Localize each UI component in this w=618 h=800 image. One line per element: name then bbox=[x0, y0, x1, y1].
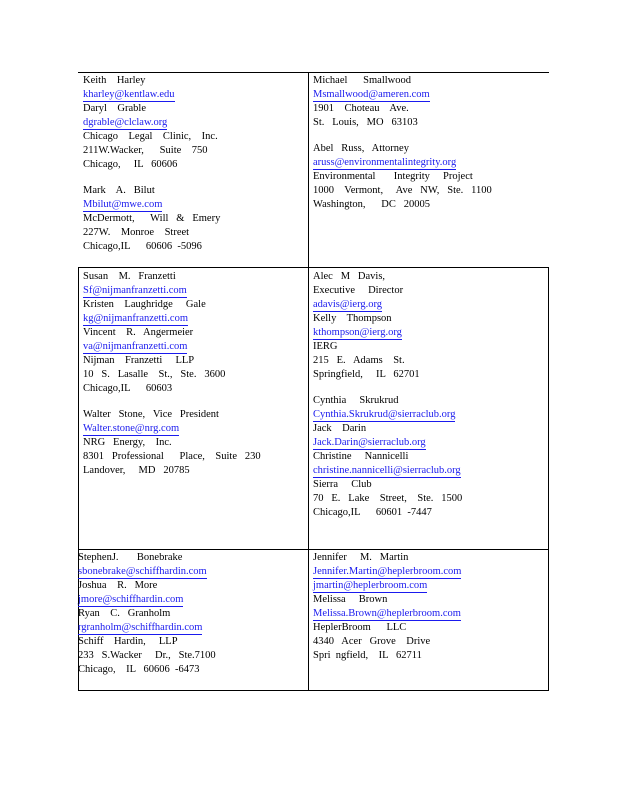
email-link[interactable]: Walter.stone@nrg.com bbox=[83, 423, 180, 434]
rule-top bbox=[78, 72, 549, 73]
text-row bbox=[313, 394, 462, 408]
text-row bbox=[83, 240, 220, 254]
contact-entry bbox=[313, 551, 461, 663]
contact-text: Chicago,IL 60601 -7447 bbox=[313, 507, 432, 518]
text-row bbox=[313, 198, 492, 212]
contact-text: Cynthia Skrukrud bbox=[313, 395, 399, 406]
entry-gap bbox=[83, 172, 220, 184]
text-row bbox=[313, 116, 492, 130]
contact-text: Alec M Davis, bbox=[313, 271, 386, 282]
email-link[interactable]: kg@nijmanfranzetti.com bbox=[83, 313, 189, 324]
contact-text: Daryl Grable bbox=[83, 103, 146, 114]
text-row bbox=[78, 663, 216, 677]
text-row bbox=[83, 464, 261, 478]
contact-text: Chicago,IL 60603 bbox=[83, 383, 173, 394]
contact-text: Mark A. Bilut bbox=[83, 185, 155, 196]
email-row bbox=[313, 607, 461, 621]
text-row bbox=[313, 340, 462, 354]
contact-text: Chicago, IL 60606 bbox=[83, 159, 178, 170]
entry-gap bbox=[313, 130, 492, 142]
text-row bbox=[313, 312, 462, 326]
email-link[interactable]: dgrable@clclaw.org bbox=[83, 117, 168, 128]
contact-entry bbox=[313, 394, 462, 520]
email-link[interactable]: Melissa.Brown@heplerbroom.com bbox=[313, 608, 461, 619]
contact-cell-schiff-hardin bbox=[78, 551, 216, 677]
email-link[interactable]: Jack.Darin@sierraclub.org bbox=[313, 437, 426, 448]
text-row bbox=[313, 649, 461, 663]
contact-text: 211W.Wacker, Suite 750 bbox=[83, 145, 208, 156]
contact-entry bbox=[83, 184, 220, 254]
contact-cell-heplerbroom bbox=[313, 551, 461, 663]
text-row bbox=[313, 142, 492, 156]
rule-row2-bottom bbox=[78, 549, 549, 550]
text-row bbox=[313, 354, 462, 368]
contact-text: Joshua R. More bbox=[78, 580, 158, 591]
email-link[interactable]: adavis@ierg.org bbox=[313, 299, 383, 310]
contact-text: Melissa Brown bbox=[313, 594, 388, 605]
text-row bbox=[83, 226, 220, 240]
contact-text: Washington, DC 20005 bbox=[313, 199, 430, 210]
email-row bbox=[78, 593, 216, 607]
contact-text: McDermott, Will & Emery bbox=[83, 213, 221, 224]
contact-text: Abel Russ, Attorney bbox=[313, 143, 409, 154]
text-row bbox=[83, 326, 261, 340]
text-row bbox=[83, 368, 261, 382]
text-row bbox=[83, 74, 220, 88]
contact-text: Susan M. Franzetti bbox=[83, 271, 176, 282]
contact-cell-ierg-sierra bbox=[313, 270, 462, 520]
contact-text: 233 S.Wacker Dr., Ste.7100 bbox=[78, 650, 216, 661]
text-row bbox=[83, 436, 261, 450]
text-row bbox=[83, 408, 261, 422]
email-row bbox=[313, 436, 462, 450]
email-row bbox=[83, 312, 261, 326]
contact-text: 8301 Professional Place, Suite 230 bbox=[83, 451, 261, 462]
contact-text: Michael Smallwood bbox=[313, 75, 411, 86]
email-link[interactable]: va@nijmanfranzetti.com bbox=[83, 341, 188, 352]
entry-gap bbox=[83, 396, 261, 408]
text-row bbox=[313, 170, 492, 184]
contact-text: 1000 Vermont, Ave NW, Ste. 1100 bbox=[313, 185, 492, 196]
text-row bbox=[313, 422, 462, 436]
text-row bbox=[313, 184, 492, 198]
text-row bbox=[313, 593, 461, 607]
contact-text: St. Louis, MO 63103 bbox=[313, 117, 418, 128]
contact-text: 227W. Monroe Street bbox=[83, 227, 190, 238]
email-row bbox=[83, 422, 261, 436]
contact-entry bbox=[313, 142, 492, 212]
email-row bbox=[313, 408, 462, 422]
email-row bbox=[313, 565, 461, 579]
contact-cell-franzetti-stone bbox=[83, 270, 261, 478]
text-row bbox=[83, 158, 220, 172]
text-row bbox=[83, 212, 220, 226]
email-row bbox=[313, 298, 462, 312]
contact-text: Walter Stone, Vice President bbox=[83, 409, 219, 420]
text-row bbox=[313, 450, 462, 464]
email-row bbox=[83, 284, 261, 298]
email-row bbox=[313, 579, 461, 593]
contact-text: Jack Darin bbox=[313, 423, 367, 434]
text-row bbox=[78, 635, 216, 649]
email-link[interactable]: kharley@kentlaw.edu bbox=[83, 89, 175, 100]
contact-text: Environmental Integrity Project bbox=[313, 171, 473, 182]
email-row bbox=[78, 565, 216, 579]
contact-text: HeplerBroom LLC bbox=[313, 622, 407, 633]
email-row bbox=[313, 88, 492, 102]
text-row bbox=[313, 478, 462, 492]
email-row bbox=[83, 116, 220, 130]
email-link[interactable]: Sf@nijmanfranzetti.com bbox=[83, 285, 187, 296]
text-row bbox=[83, 144, 220, 158]
contact-entry bbox=[83, 270, 261, 396]
text-row bbox=[78, 551, 216, 565]
contact-text: StephenJ. Bonebrake bbox=[78, 552, 183, 563]
text-row bbox=[83, 184, 220, 198]
text-row bbox=[78, 579, 216, 593]
email-row bbox=[83, 88, 220, 102]
contact-text: Schiff Hardin, LLP bbox=[78, 636, 178, 647]
contact-text: 1901 Choteau Ave. bbox=[313, 103, 409, 114]
contact-text: Keith Harley bbox=[83, 75, 146, 86]
email-row bbox=[83, 198, 220, 212]
contact-text: Chicago, IL 60606 -6473 bbox=[78, 664, 200, 675]
contact-cell-smallwood-russ bbox=[313, 74, 492, 212]
contact-text: Vincent R. Angermeier bbox=[83, 327, 194, 338]
text-row bbox=[78, 649, 216, 663]
email-link[interactable]: jmartin@heplerbroom.com bbox=[313, 580, 428, 591]
email-link[interactable]: sbonebrake@schiffhardin.com bbox=[78, 566, 207, 577]
text-row bbox=[313, 621, 461, 635]
text-row bbox=[83, 382, 261, 396]
rule-bottom bbox=[78, 690, 549, 691]
email-link[interactable]: Jennifer.Martin@heplerbroom.com bbox=[313, 566, 462, 577]
email-link[interactable]: Cynthia.Skrukrud@sierraclub.org bbox=[313, 409, 456, 420]
contact-text: Kristen Laughridge Gale bbox=[83, 299, 206, 310]
contact-text: NRG Energy, Inc. bbox=[83, 437, 172, 448]
text-row bbox=[83, 354, 261, 368]
contact-entry bbox=[313, 270, 462, 382]
email-row bbox=[78, 621, 216, 635]
contact-text: 4340 Acer Grove Drive bbox=[313, 636, 431, 647]
contact-text: 10 S. Lasalle St., Ste. 3600 bbox=[83, 369, 226, 380]
email-row bbox=[83, 340, 261, 354]
entry-gap bbox=[313, 382, 462, 394]
contact-text: Chicago,IL 60606 -5096 bbox=[83, 241, 202, 252]
contact-text: Springfield, IL 62701 bbox=[313, 369, 420, 380]
contact-entry bbox=[78, 551, 216, 677]
text-row bbox=[313, 74, 492, 88]
email-link[interactable]: kthompson@ierg.org bbox=[313, 327, 402, 338]
contact-entry bbox=[83, 408, 261, 478]
email-link[interactable]: Msmallwood@ameren.com bbox=[313, 89, 430, 100]
contact-entry bbox=[83, 74, 220, 172]
text-row bbox=[83, 102, 220, 116]
email-row bbox=[313, 156, 492, 170]
text-row bbox=[313, 551, 461, 565]
email-link[interactable]: Mbilut@mwe.com bbox=[83, 199, 163, 210]
contact-text: 70 E. Lake Street, Ste. 1500 bbox=[313, 493, 463, 504]
contact-text: IERG bbox=[313, 341, 338, 352]
rule-right-lower bbox=[548, 267, 549, 690]
rule-row1-bottom bbox=[78, 267, 549, 268]
text-row bbox=[83, 298, 261, 312]
text-row bbox=[313, 102, 492, 116]
email-link[interactable]: christine.nannicelli@sierraclub.org bbox=[313, 465, 461, 476]
contact-cell-harley-bilut bbox=[83, 74, 220, 254]
contact-text: Landover, MD 20785 bbox=[83, 465, 190, 476]
text-row bbox=[313, 506, 462, 520]
text-row bbox=[83, 450, 261, 464]
contact-text: Sierra Club bbox=[313, 479, 372, 490]
contact-text: Ryan C. Granholm bbox=[78, 608, 171, 619]
email-row bbox=[313, 464, 462, 478]
text-row bbox=[313, 284, 462, 298]
email-link[interactable]: jmore@schiffhardin.com bbox=[78, 594, 184, 605]
rule-center bbox=[308, 72, 309, 690]
email-link[interactable]: rgranholm@schiffhardin.com bbox=[78, 622, 203, 633]
contact-text: 215 E. Adams St. bbox=[313, 355, 405, 366]
contact-text: Nijman Franzetti LLP bbox=[83, 355, 195, 366]
text-row bbox=[83, 270, 261, 284]
contact-text: Chicago Legal Clinic, Inc. bbox=[83, 131, 218, 142]
contact-entry bbox=[313, 74, 492, 130]
contact-text: Kelly Thompson bbox=[313, 313, 392, 324]
contact-text: Spri ngfield, IL 62711 bbox=[313, 650, 422, 661]
email-link[interactable]: aruss@environmentalintegrity.org bbox=[313, 157, 457, 168]
text-row bbox=[78, 607, 216, 621]
text-row bbox=[313, 368, 462, 382]
text-row bbox=[313, 492, 462, 506]
contact-text: Jennifer M. Martin bbox=[313, 552, 409, 563]
email-row bbox=[313, 326, 462, 340]
text-row bbox=[313, 270, 462, 284]
text-row bbox=[83, 130, 220, 144]
text-row bbox=[313, 635, 461, 649]
contact-text: Christine Nannicelli bbox=[313, 451, 409, 462]
contact-text: Executive Director bbox=[313, 285, 404, 296]
